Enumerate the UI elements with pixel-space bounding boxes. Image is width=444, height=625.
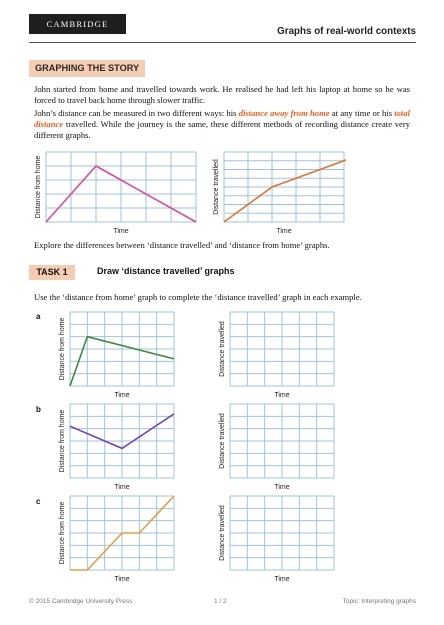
example-a-travelled-graph[interactable] xyxy=(212,310,336,400)
story-travelled-graph xyxy=(206,150,346,236)
example-label-a: a xyxy=(36,312,41,321)
y-axis-label: Distance from home xyxy=(35,155,42,219)
example-a-from-home-graph xyxy=(52,310,176,400)
explore-text: Explore the differences between ‘distance travelled’ and ‘distance from home’ graphs. xyxy=(34,240,330,250)
para-text: travelled. While the journey is the same, these different methods of recording distance create very different graphs. xyxy=(34,119,410,140)
y-axis-label: Distance travelled xyxy=(213,159,220,215)
footer-topic: Topic: Interpreting graphs xyxy=(342,598,416,605)
x-axis-label: Time xyxy=(114,484,130,491)
x-axis-label: Time xyxy=(114,392,130,399)
highlight-total-distance: total distance xyxy=(34,108,410,129)
task-badge: TASK 1 xyxy=(29,265,75,280)
example-label-c: c xyxy=(36,497,41,506)
x-axis-label: Time xyxy=(274,576,290,583)
x-axis-label: Time xyxy=(114,576,130,583)
y-axis-label: Distance from home xyxy=(59,501,66,565)
example-c-travelled-graph[interactable] xyxy=(212,494,336,584)
highlight-distance-away: distance away from home xyxy=(238,108,330,118)
page-title: Graphs of real-world contexts xyxy=(277,26,416,37)
section-heading: GRAPHING THE STORY xyxy=(29,60,145,77)
task-instruction: Use the ‘distance from home’ graph to complete the ‘distance travelled’ graph in each example. xyxy=(34,292,362,302)
para-text: John’s distance can be measured in two different ways: his xyxy=(34,108,239,118)
y-axis-label: Distance from home xyxy=(59,409,66,473)
x-axis-label: Time xyxy=(276,228,292,235)
header-divider xyxy=(29,42,416,43)
y-axis-label: Distance travelled xyxy=(219,505,226,561)
intro-paragraph: John started from home and travelled towards work. He realised he had left his laptop at home so he was forced to travel back home through slower traffic. xyxy=(34,84,410,105)
story-home-graph xyxy=(28,150,198,236)
x-axis-label: Time xyxy=(113,228,129,235)
example-c-from-home-graph xyxy=(52,494,176,584)
x-axis-label: Time xyxy=(274,484,290,491)
footer-copyright: © 2015 Cambridge University Press xyxy=(29,598,133,605)
task-title: Draw ‘distance travelled’ graphs xyxy=(97,266,235,276)
footer-page-number: 1 / 2 xyxy=(214,598,227,605)
cambridge-logo: CAMBRIDGE xyxy=(29,14,126,34)
example-label-b: b xyxy=(36,405,41,414)
example-b-travelled-graph[interactable] xyxy=(212,402,336,492)
y-axis-label: Distance travelled xyxy=(219,413,226,469)
y-axis-label: Distance from home xyxy=(59,317,66,381)
x-axis-label: Time xyxy=(274,392,290,399)
y-axis-label: Distance travelled xyxy=(219,321,226,377)
example-b-from-home-graph xyxy=(52,402,176,492)
measurement-paragraph xyxy=(34,108,410,141)
para-text: at any time or his xyxy=(329,108,395,118)
